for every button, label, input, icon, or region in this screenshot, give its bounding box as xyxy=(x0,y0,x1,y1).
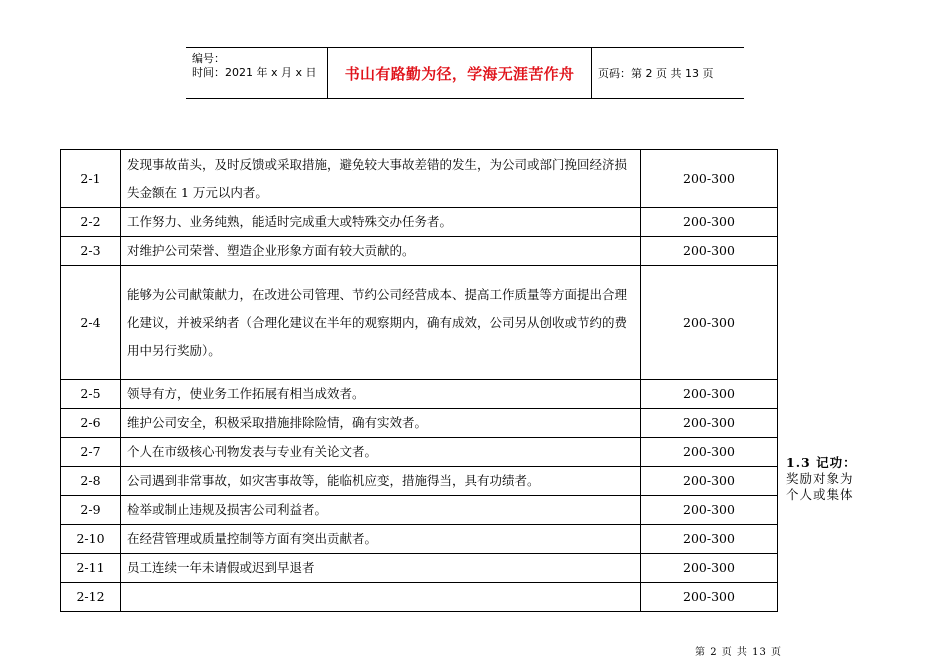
table-row xyxy=(61,380,778,409)
row-description: 领导有方，使业务工作拓展有相当成效者。 xyxy=(121,380,641,409)
table-row xyxy=(61,150,778,208)
row-number: 2-12 xyxy=(61,583,121,612)
row-number: 2-1 xyxy=(61,150,121,208)
row-description: 对维护公司荣誉、塑造企业形象方面有较大贡献的。 xyxy=(121,237,641,266)
table-row xyxy=(61,266,778,380)
row-amount: 200-300 xyxy=(641,266,778,380)
row-number: 2-9 xyxy=(61,496,121,525)
row-amount: 200-300 xyxy=(641,237,778,266)
row-amount: 200-300 xyxy=(641,583,778,612)
row-amount: 200-300 xyxy=(641,409,778,438)
table-row xyxy=(61,496,778,525)
row-amount: 200-300 xyxy=(641,150,778,208)
code-label: 编号： xyxy=(192,52,225,65)
time-label: 时间：2021 年 x 月 x 日 xyxy=(192,66,317,79)
header-motto: 书山有路勤为径，学海无涯苦作舟 xyxy=(328,48,592,98)
row-amount: 200-300 xyxy=(641,554,778,583)
row-description xyxy=(121,583,641,612)
row-amount: 200-300 xyxy=(641,496,778,525)
row-description: 公司遇到非常事故，如灾害事故等，能临机应变，措施得当，具有功绩者。 xyxy=(121,467,641,496)
row-number: 2-8 xyxy=(61,467,121,496)
table-row xyxy=(61,208,778,237)
page-header xyxy=(186,47,744,99)
row-description: 检举或制止违规及损害公司利益者。 xyxy=(121,496,641,525)
row-number: 2-2 xyxy=(61,208,121,237)
table-row xyxy=(61,438,778,467)
row-description: 员工连续一年未请假或迟到早退者 xyxy=(121,554,641,583)
row-description: 能够为公司献策献力，在改进公司管理、节约公司经营成本、提高工作质量等方面提出合理化建议，并被采纳者（合理化建议在半年的观察期内，确有成效，公司另从创收或节约的费用中另行奖励）。 xyxy=(121,266,641,380)
row-number: 2-11 xyxy=(61,554,121,583)
row-number: 2-7 xyxy=(61,438,121,467)
row-number: 2-10 xyxy=(61,525,121,554)
side-note xyxy=(786,455,866,503)
table-row xyxy=(61,525,778,554)
row-amount: 200-300 xyxy=(641,380,778,409)
row-number: 2-3 xyxy=(61,237,121,266)
row-number: 2-4 xyxy=(61,266,121,380)
side-note-title: 1.3 记功： xyxy=(786,455,857,470)
header-page-label: 页码：第 2 页 共 13 页 xyxy=(598,67,714,80)
reward-table xyxy=(60,149,778,612)
table-row xyxy=(61,467,778,496)
row-number: 2-6 xyxy=(61,409,121,438)
row-amount: 200-300 xyxy=(641,525,778,554)
row-description: 维护公司安全，积极采取措施排除险情，确有实效者。 xyxy=(121,409,641,438)
page-footer: 第 2 页 共 13 页 xyxy=(695,647,782,658)
table-row xyxy=(61,554,778,583)
row-amount: 200-300 xyxy=(641,467,778,496)
row-description: 在经营管理或质量控制等方面有突出贡献者。 xyxy=(121,525,641,554)
row-description: 工作努力、业务纯熟，能适时完成重大或特殊交办任务者。 xyxy=(121,208,641,237)
row-amount: 200-300 xyxy=(641,208,778,237)
header-meta xyxy=(186,48,328,98)
row-description: 发现事故苗头，及时反馈或采取措施，避免较大事故差错的发生，为公司或部门挽回经济损失金额在 1 万元以内者。 xyxy=(121,150,641,208)
row-amount: 200-300 xyxy=(641,438,778,467)
row-number: 2-5 xyxy=(61,380,121,409)
side-note-text: 奖励对象为个人或集体 xyxy=(786,471,854,502)
table-row xyxy=(61,409,778,438)
table-row xyxy=(61,583,778,612)
row-description: 个人在市级核心刊物发表与专业有关论文者。 xyxy=(121,438,641,467)
table-row xyxy=(61,237,778,266)
